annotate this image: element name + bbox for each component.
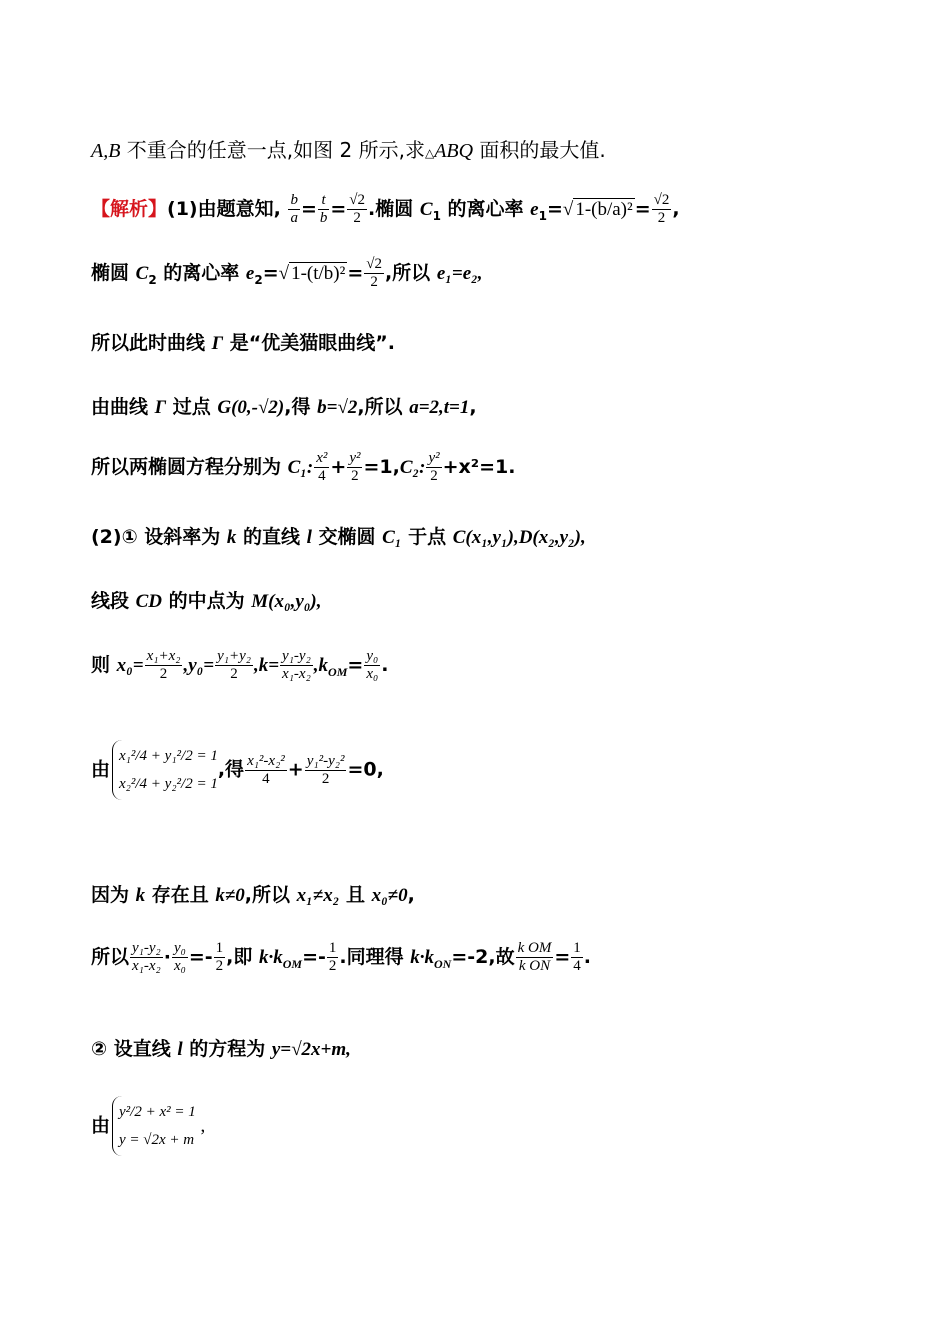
solution-line-1: 【解析】(1)由题意知, $\frac{b}{a}$ = $\frac{t}{b}$ = $\frac{√2}{2}$ .椭圆 $C_1$ 的离心率 $e_1=√$ 1-(b/a)² = $\frac{√2}{2}$ , [91, 192, 680, 226]
solution-line-10: 因为 k 存在且 k≠0,所以 x₁≠x₂ 且 x₀≠0, [91, 884, 415, 906]
fraction: $\frac{\text{y₁+y₂}}{2}$ [217, 648, 251, 682]
solution-line-13: 由 y²/2 + x² = 1 y = √2x + m , [91, 1096, 205, 1156]
fraction: $\frac{1}{2}$ [328, 940, 337, 974]
solution-line-11: 所以 $\frac{\text{y₁-y₂}}{\text{x₁-x₂}}$ · $\frac{\text{y₀}}{\text{x₀}}$ =- $\frac{1}{2}$ ,即 $k\cdot k_{OM}=-$ $\frac{1}{2}$ .同理得 $k\cdot k_{ON}=-2$,故 $\frac{\text{k OM}}{\text{k ON}}$ = $\frac{1}{4}$ . [91, 940, 591, 974]
fraction-root2-over-2: $\frac{√2}{2}$ [349, 192, 366, 226]
fraction: $\frac{\text{k OM}}{\text{k ON}}$ [517, 940, 552, 974]
solution-line-9: 由 x₁²/4 + y₁²/2 = 1 x₂²/4 + y₂²/2 = 1 ,得 $\frac{\text{x₁²-x₂²}}{4}$ + $\frac{\text{y₁²-y₂²}}{2}$ =0, [91, 740, 384, 800]
fraction: $\frac{\text{y²}}{2}$ [428, 450, 440, 484]
solution-line-8: 则 x₀= $\frac{\text{x₁+x₂}}{2}$ ,y₀= $\frac{\text{y₁+y₂}}{2}$ ,k= $\frac{\text{y₁-y₂}}{\text{x₁-x₂}}$ $,k_{OM}=$ $\frac{\text{y₀}}{\text{x₀}}$ . [91, 648, 389, 682]
solution-line-3: 所以此时曲线 Γ 是“优美猫眼曲线”. [91, 332, 395, 354]
points-ab: A,B [91, 140, 121, 162]
fraction: $\frac{1}{2}$ [215, 940, 224, 974]
text: 面积的最大值. [473, 138, 606, 162]
fraction-root2-over-2: $\frac{√2}{2}$ [366, 256, 382, 290]
fraction-t-over-b: $\frac{t}{b}$ [319, 192, 328, 226]
solution-line-7: 线段 CD 的中点为 M(x₀,y₀), [91, 590, 322, 612]
fraction-root2-over-2: $\frac{√2}{2}$ [653, 192, 670, 226]
fraction: $\frac{\text{y₀}}{\text{x₀}}$ [173, 940, 186, 974]
solution-line-2: 椭圆 $C_2$ 的离心率 $e_2=√$ 1-(t/b)² = $\frac{√2}{2}$ ,所以 e₁=e₂, [91, 256, 483, 290]
fraction: $\frac{\text{y₁²-y₂²}}{2}$ [306, 752, 345, 787]
solution-line-5: 所以两椭圆方程分别为 C₁: $\frac{\text{x²}}{4}$ + $\frac{\text{y²}}{2}$ =1,C₂: $\frac{\text{y²}}{2}$ +x²=1. [91, 450, 516, 484]
problem-continuation [91, 140, 606, 161]
fraction: $\frac{\text{y₀}}{\text{x₀}}$ [366, 648, 379, 682]
analysis-tag: 【解析】 [91, 198, 168, 220]
fraction: $\frac{\text{y₁-y₂}}{\text{x₁-x₂}}$ [282, 648, 311, 682]
fraction: $\frac{1}{4}$ [573, 940, 581, 974]
fraction: $\frac{\text{x₁+x₂}}{2}$ [146, 648, 181, 682]
solution-line-4: 由曲线 Γ 过点 G(0,-√2),得 b=√2,所以 a=2,t=1, [91, 396, 477, 418]
fraction: $\frac{\text{x₁²-x₂²}}{4}$ [247, 752, 285, 787]
equation-system: y²/2 + x² = 1 y = √2x + m [112, 1096, 196, 1156]
radical-expression: √ 1-(b/a)² [562, 199, 633, 220]
triangle-abq: ABQ [434, 140, 474, 162]
text: 不重合的任意一点,如图 2 所示,求 [120, 138, 425, 162]
text: (1)由题意知, [167, 198, 281, 220]
solution-line-6: (2)① 设斜率为 k 的直线 l 交椭圆 C₁ 于点 C(x₁,y₁),D(x₂,y₂), [91, 526, 586, 548]
triangle-symbol: △ [424, 146, 435, 160]
radical-expression: √ 1-(t/b)² [278, 263, 346, 284]
equation-system: x₁²/4 + y₁²/2 = 1 x₂²/4 + y₂²/2 = 1 [112, 740, 218, 800]
fraction: $\frac{\text{y²}}{2}$ [349, 450, 361, 484]
solution-line-12: ② 设直线 l 的方程为 y=√2x+m, [91, 1038, 351, 1060]
fraction-b-over-a: $\frac{b}{a}$ [290, 192, 298, 226]
fraction: $\frac{\text{y₁-y₂}}{\text{x₁-x₂}}$ [132, 940, 161, 974]
fraction: $\frac{\text{x²}}{4}$ [316, 450, 328, 484]
